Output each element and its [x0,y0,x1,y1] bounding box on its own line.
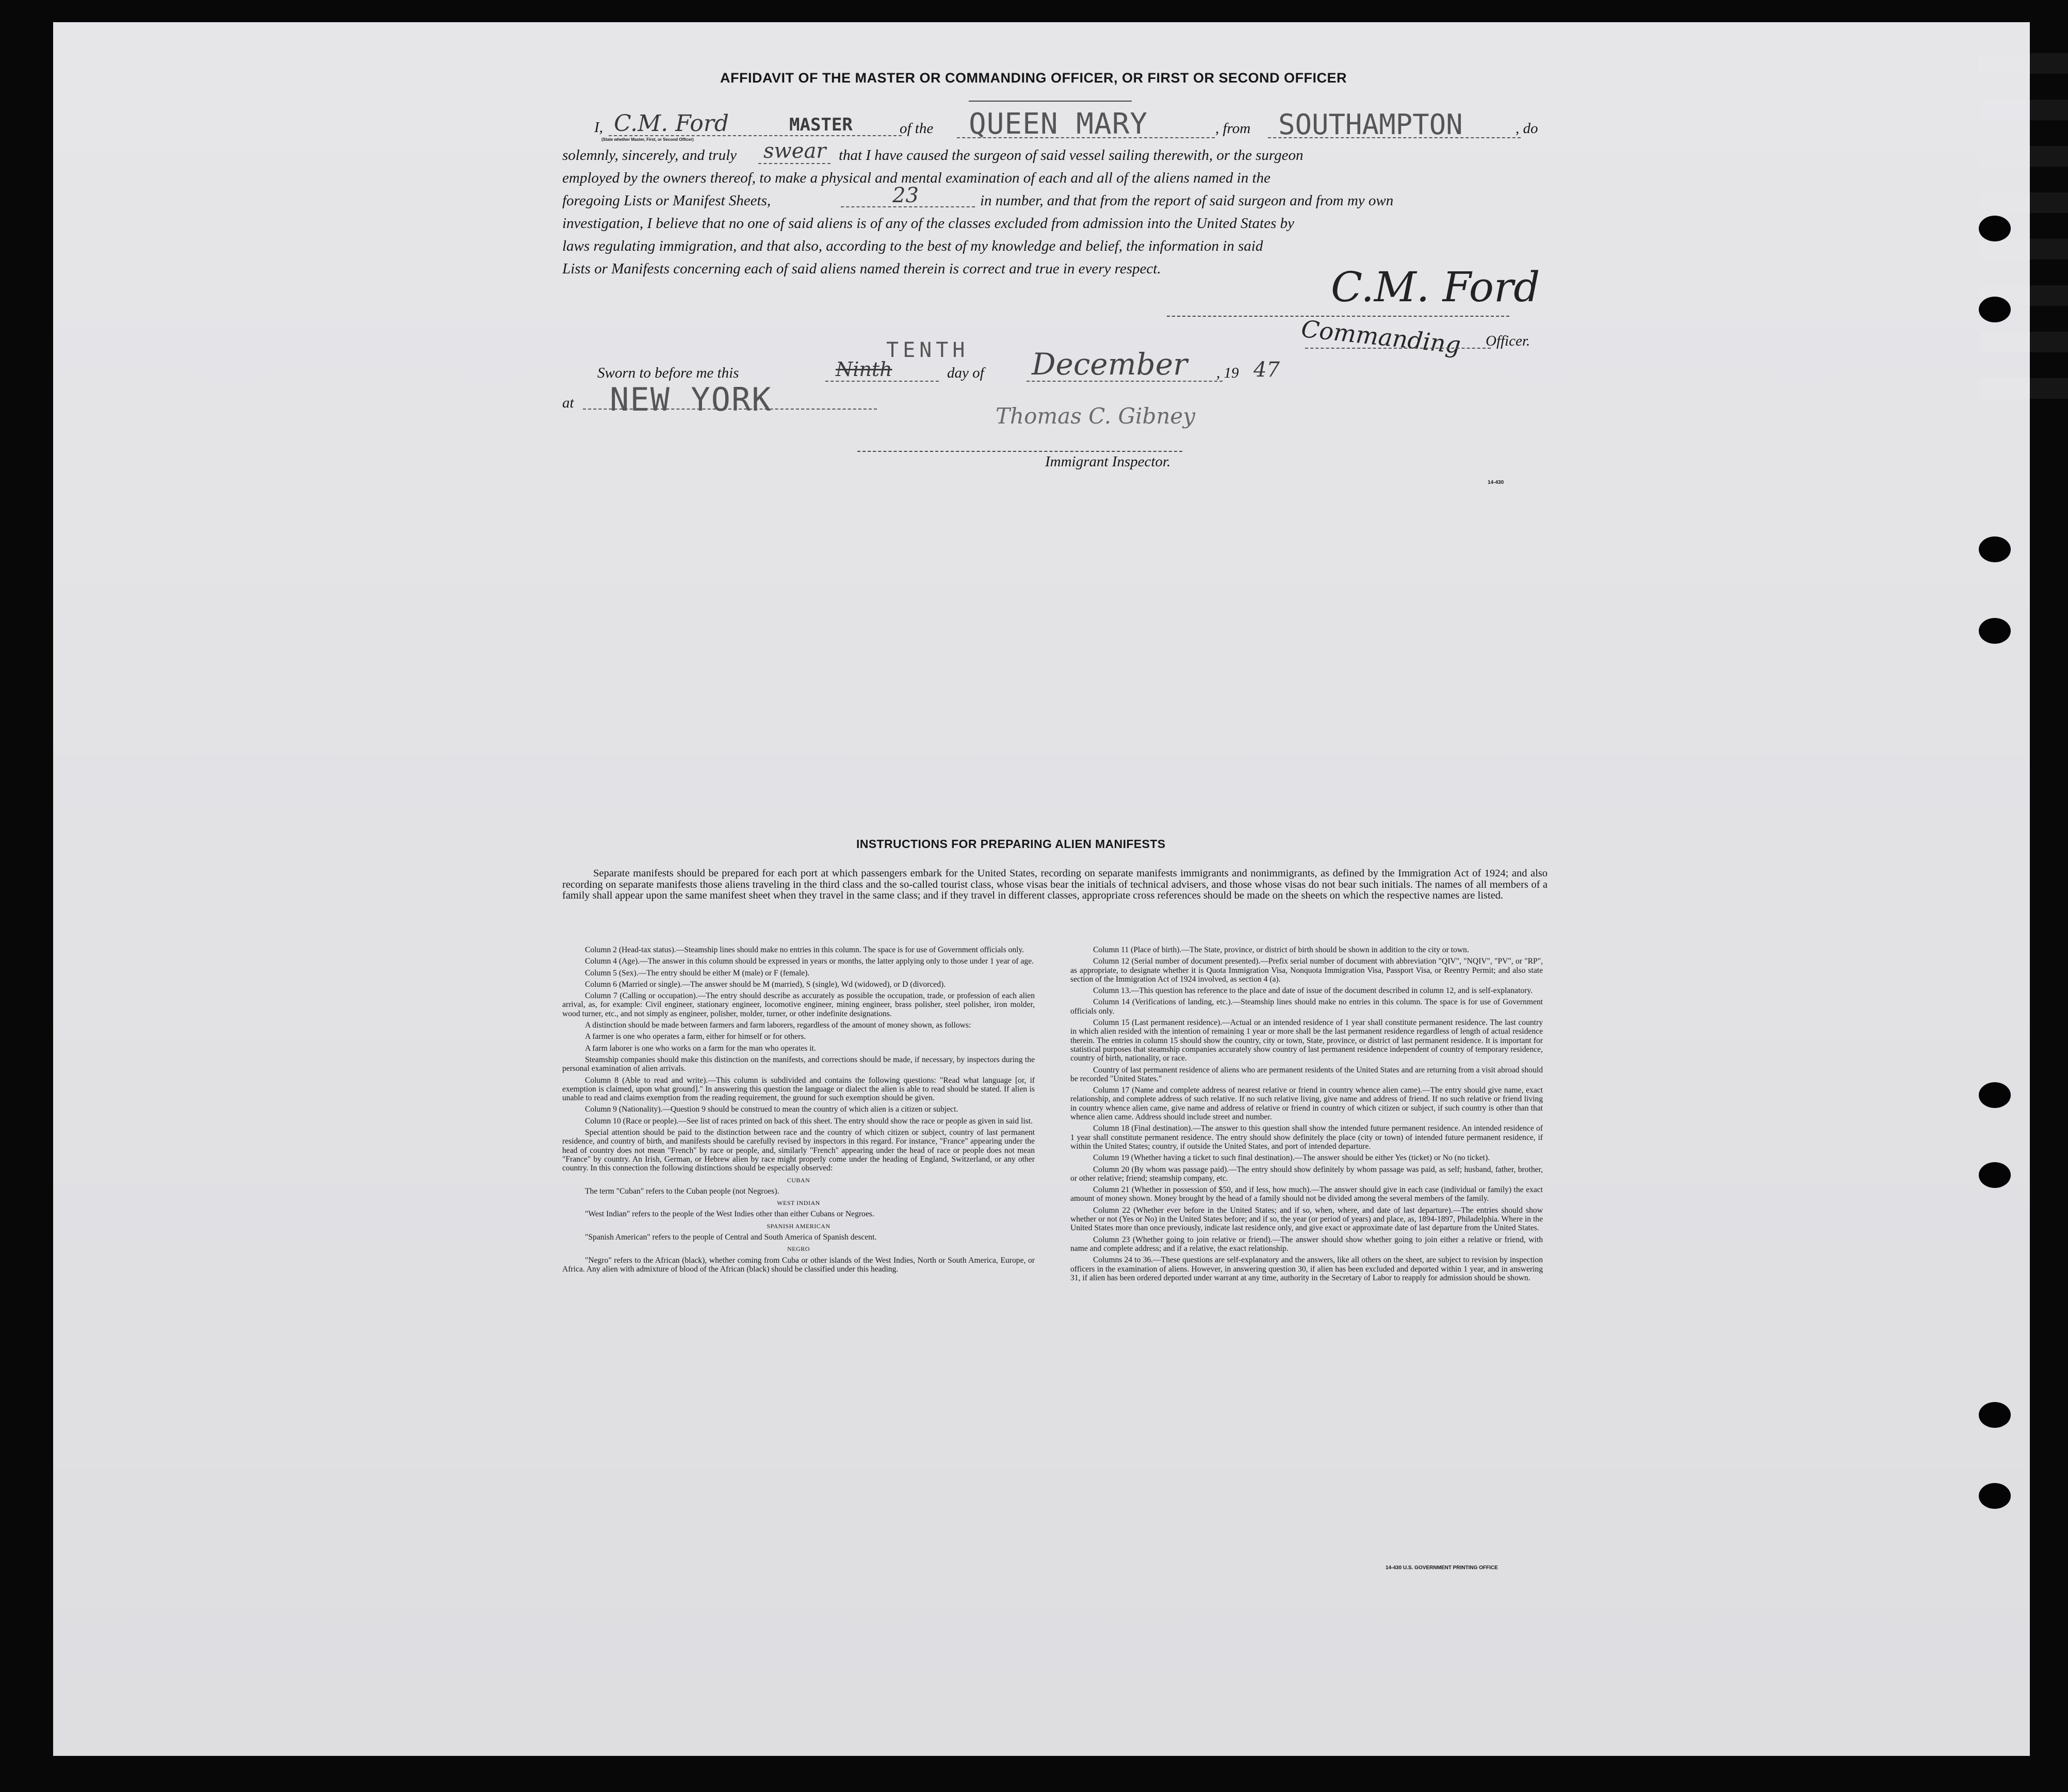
punch-hole [1979,297,2011,322]
port-line [1268,137,1521,138]
place-line [583,409,877,410]
of-the-label: of the [900,120,934,137]
day-line [825,381,939,382]
punch-hole [1979,1402,2011,1428]
sheet-count-line [841,206,975,207]
left-paragraph: Column 7 (Calling or occupation).—The entry should describe as accurately as possible the occupation, trade, or profession of each alien arrival, as, for example: Civil engineer, stationary engineer, locomotive engineer, mining engineer, brass polisher, steel polisher, iron molder, wood turner, etc., and not simply as engineer, polisher, molder, turner, or other indefinite designations. [562,991,1035,1018]
oath-line-2a: solemnly, sincerely, and truly [562,147,737,164]
right-paragraph: Column 17 (Name and complete address of nearest relative or friend in country whence alien came).—The entry should give name, exact relationship, and complete address of such relative. If no such relative living, give name and address of friend. If no such relative or friend living in country whence alien came, give name and address of relative or friend in country of which citizen or subject, if such country is other than that whence alien came. Address should include street and number. [1070,1086,1543,1122]
day-handwritten: TENTH [886,338,969,362]
at-label: at [562,395,574,411]
inspector-signature: Thomas C. Gibney [996,403,1195,429]
punch-hole [1979,1162,2011,1188]
affidavit-prefix: I, [594,119,603,136]
punch-hole [1979,1082,2011,1108]
right-paragraph: Column 21 (Whether in possession of $50, and if less, how much).—The answer should give in each case (individual or family) the exact amount of money shown. Money brought by the head of a family should not be divided among the several members of the family. [1070,1185,1543,1203]
right-paragraph: Column 12 (Serial number of document presented).—Prefix serial number of document with abbreviation "QIV", "NQIV", "PV", or "RP", as appropriate, to designate whether it is Quota Immigration Visa, Nonquota Immigration Visa, Passport Visa, or Reentry Permit; and also state section of the Immigration Act of 1924 involved, as section 4 (a). [1070,957,1543,984]
right-paragraph: Column 11 (Place of birth).—The State, province, or district of birth should be shown in addition to the city or town. [1093,946,1469,954]
right-paragraph: Column 19 (Whether having a ticket to such final destination).—The answer should be either Yes (ticket) or No (no ticket). [1093,1153,1490,1163]
oath-line-2b: that I have caused the surgeon of said vessel sailing therewith, or the surgeon [839,147,1304,164]
instructions-intro: Separate manifests should be prepared for each port at which passengers embark for the United States, recording on separate manifests immigrants and nonimmigrants, as defined by the Immigration Act of 1924; and also recording on separate manifests those aliens traveling in the third class and the so-called tourist class, whose visas bear the initials of technical advisers, and those whose visas do not bear such initials. The names of all members of a family shall appear upon the same manifest sheet when they travel in the same class; and if they travel in different classes, appropriate cross references should be made on the sheets on which the respective names are listed. [562,868,1548,901]
race-heading: SPANISH AMERICAN [767,1222,831,1230]
master-signature: C.M. Ford [1331,263,1540,311]
rank-hint: (State whether Master, First, or Second Officer) [601,137,694,142]
inspector-label: Immigrant Inspector. [1045,453,1171,470]
right-paragraph: Column 13.—This question has reference to the place and date of issue of the document described in column 12, and is self-explanatory. [1093,986,1533,996]
sheet-count: 23 [892,184,919,207]
instructions-title: INSTRUCTIONS FOR PREPARING ALIEN MANIFESTS [856,837,1166,851]
right-paragraph: Column 14 (Verifications of landing, etc.).—Steamship lines should make no entries in this column. The space is for use of Government officials only. [1070,998,1543,1016]
officer-label: Officer. [1486,333,1530,349]
left-paragraph: A farmer is one who operates a farm, either for himself or for others. [585,1032,806,1041]
left-paragraph: Column 2 (Head-tax status).—Steamship lines should make no entries in this column. The space is for use of Government officials only. [585,946,1024,954]
left-paragraph: Column 9 (Nationality).—Question 9 should be construed to mean the country of which alien is a citizen or subject. [585,1105,958,1114]
signer-title-handwritten: Commanding [1300,314,1462,360]
oath-line-4a: foregoing Lists or Manifest Sheets, [562,192,771,209]
race-definition: "Negro" refers to the African (black), whether coming from Cuba or other islands of the West Indies, North or South America, Europe, or Africa. Any alien with admixture of blood of the African (black) should be classified under this heading. [562,1256,1035,1274]
punch-hole [1979,1483,2011,1509]
left-paragraph: Column 10 (Race or people).—See list of races printed on back of this sheet. The entry should show the race or people as given in said list. [585,1116,1033,1126]
oath-word-line [758,163,831,164]
race-heading: NEGRO [787,1245,810,1253]
right-paragraph: Columns 24 to 36.—These questions are self-explanatory and the answers, like all others on the sheet, are subject to revision by inspection officers in the examination of aliens. However, in answering question 30, if alien has been excluded and deported within 1 year, and in answering 31, if alien has been ordered deported under warrant at any time, authority in the Secretary of Labor to reapply for admission should be shown. [1070,1256,1543,1282]
punch-hole [1979,216,2011,241]
day-of-label: day of [947,365,984,381]
race-definition: The term "Cuban" refers to the Cuban people (not Negroes). [585,1186,779,1196]
left-paragraph: Column 6 (Married or single).—The answer should be M (married), S (single), Wd (widowed), or D (divorced). [585,980,946,989]
left-paragraph: Column 5 (Sex).—The entry should be either M (male) or F (female). [585,968,810,978]
instructions-left-column [562,946,1035,1276]
day-struck: Ninth [836,358,892,381]
oath-word: swear [763,139,826,163]
signature-line [1167,316,1509,317]
right-paragraph: Column 22 (Whether ever before in the United States; and if so, when, where, and date of last departure).—The entries should show whether or not (Yes or No) in the United States before; and if so, the year (or period of years) and place, as, 1894-1897, Philadelphia. Where in the United States more than once previously, indicate last residence only, and give exact or approximate date of last departure from the United States. [1070,1205,1543,1233]
from-label: , from [1215,120,1251,137]
place-stamp: NEW YORK [610,381,772,418]
left-paragraph: A farm laborer is one who works on a farm for the man who operates it. [585,1044,816,1053]
affidavit-title: AFFIDAVIT OF THE MASTER OR COMMANDING OFFICER, OR FIRST OR SECOND OFFICER [720,70,1347,86]
port-name: SOUTHAMPTON [1278,108,1463,141]
instructions-right-column [1070,946,1543,1285]
left-paragraph: Steamship companies should make this distinction on the manifests, and corrections should be made, if necessary, by inspectors during the personal examination of alien arrivals. [562,1055,1035,1073]
oath-line-7: Lists or Manifests concerning each of said aliens named therein is correct and true in every respect. [562,260,1161,277]
race-definition: "West Indian" refers to the people of the West Indies other than either Cubans or Negroes. [585,1210,874,1219]
punch-hole [1979,536,2011,562]
right-paragraph: Column 18 (Final destination).—The answer to this question shall show the intended future permanent residence. An intended residence of 1 year shall constitute permanent residence. The entry should show definitely the place (city or town) of intended future permanent residence, if within the United States; country, if outside the United States, and port of intended departure. [1070,1124,1543,1151]
sworn-label: Sworn to before me this [597,365,739,381]
year-prefix: , 19 [1216,365,1239,381]
right-paragraph: Column 20 (By whom was passage paid).—The entry should show definitely by whom passage was paid, as self; husband, father, brother, or other relative; friend; steamship company, etc. [1070,1165,1543,1183]
right-paragraph: Column 15 (Last permanent residence).—Actual or an intended residence of 1 year shall constitute permanent residence. The last country in which alien resided with the intention of remaining 1 year or more shall be the last permanent residence regardless of length of actual residence therein. The entries in column 15 should show the country, city or town, State, province, or district of last permanent residence. It is important for statistical purposes that steamship companies accurately show country of last permanent residence independent of country of temporary residence, country of birth, nationality, or race. [1070,1018,1543,1063]
month-line [1027,381,1223,382]
left-paragraph: Special attention should be paid to the distinction between race and the country of which citizen or subject, country of last permanent residence, and country of birth, and manifests should be carefully revised by inspectors in this regard. For instance, "France" appearing under the head of country does not mean "French" by race or people, and, similarly "French" appearing under the head of race or people does not mean "France" by country. An Irish, German, or Hebrew alien by race might properly come under the heading of England, Switzerland, or any other country. In this connection the following distinctions should be especially observed: [562,1128,1035,1173]
rank-stamp: MASTER [789,115,853,135]
do-label: , do [1516,120,1538,137]
year-handwritten: 47 [1253,358,1280,382]
right-paragraph: Country of last permanent residence of aliens who are permanent residents of the United States and are returning from a visit abroad should be recorded "United States." [1070,1065,1543,1083]
master-name: C.M. Ford [614,110,729,137]
form-code: 14-430 [1488,480,1504,485]
left-paragraph: Column 8 (Able to read and write).—This column is subdivided and contains the following questions: "Read what language [or, if exemption is claimed, upon what ground]." In answering this question the language or dialect the alien is able to read should be stated. If alien is unable to read and claims exemption from the reading requirement, the ground for such exemption should be given. [562,1076,1035,1103]
left-paragraph: A distinction should be made between farmers and farm laborers, regardless of the amount of money shown, as follows: [585,1021,971,1030]
master-name-line [609,135,902,136]
punch-hole [1979,618,2011,644]
race-heading: WEST INDIAN [777,1199,820,1207]
month-handwritten: December [1032,347,1187,382]
printing-office-footer: 14-430 U.S. GOVERNMENT PRINTING OFFICE [1386,1565,1498,1571]
left-paragraph: Column 4 (Age).—The answer in this column should be expressed in years or months, the latter applying only to those under 1 year of age. [585,957,1034,966]
oath-line-3: employed by the owners thereof, to make a physical and mental examination of each and all of the aliens named in the [562,170,1271,186]
vessel-name: QUEEN MARY [969,107,1148,141]
title-line [1305,348,1491,349]
oath-line-4b: in number, and that from the report of said surgeon and from my own [980,192,1394,209]
right-paragraph: Column 23 (Whether going to join relative or friend).—The answer should show whether going to join either a relative or friend, with name and complete address; and if a relative, the exact relationship. [1070,1235,1543,1253]
race-heading: CUBAN [787,1176,810,1184]
vessel-overline [969,101,1132,102]
oath-line-5: investigation, I believe that no one of said aliens is of any of the classes excluded from admission into the United States by [562,215,1294,232]
vessel-line [957,137,1215,138]
oath-line-6: laws regulating immigration, and that also, according to the best of my knowledge and belief, the information in said [562,238,1263,254]
race-definition: "Spanish American" refers to the people of Central and South America of Spanish descent. [585,1233,877,1242]
